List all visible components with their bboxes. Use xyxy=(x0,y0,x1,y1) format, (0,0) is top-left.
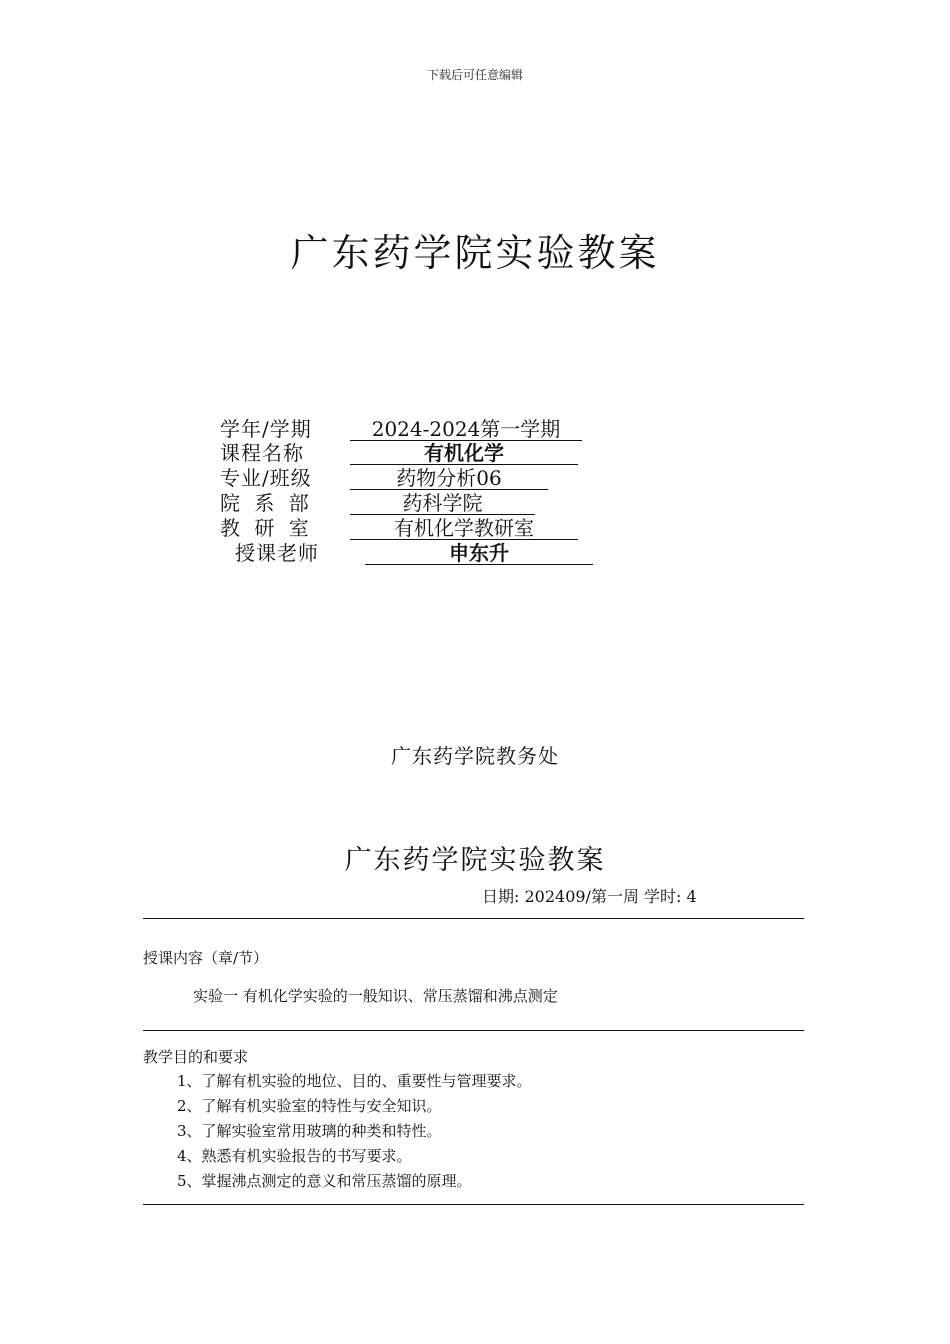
dept-value: 药科学院 xyxy=(350,491,535,515)
class-value: 药物分析06 xyxy=(350,466,548,490)
cover-title: 广东药学院实验教案 xyxy=(290,231,660,275)
objectives-heading: 教学目的和要求 xyxy=(143,1048,249,1066)
list-item: 1、了解有机实验的地位、目的、重要性与管理要求。 xyxy=(177,1072,532,1090)
divider xyxy=(143,918,804,919)
divider xyxy=(143,1030,804,1031)
list-item: 2、了解有机实验室的特性与安全知识。 xyxy=(177,1097,442,1115)
issuer: 广东药学院教务处 xyxy=(391,744,559,768)
list-item: 5、掌握沸点测定的意义和常压蒸馏的原理。 xyxy=(177,1172,472,1190)
date-line: 日期: 202409/第一周 学时: 4 xyxy=(482,887,697,906)
teacher-value: 申东升 xyxy=(365,541,593,565)
header-note: 下载后可任意编辑 xyxy=(426,68,523,82)
term-label: 学年/学期 xyxy=(220,417,312,441)
office-value: 有机化学教研室 xyxy=(350,516,578,540)
class-label: 专业/班级 xyxy=(220,466,312,490)
office-label: 教 研 室 xyxy=(220,516,313,540)
term-value: 2024-2024第一学期 xyxy=(350,417,582,441)
plan-title: 广东药学院实验教案 xyxy=(344,845,606,876)
course-value: 有机化学 xyxy=(350,441,578,465)
course-label: 课程名称 xyxy=(220,441,304,465)
teacher-label: 授课老师 xyxy=(235,541,319,565)
list-item: 4、熟悉有机实验报告的书写要求。 xyxy=(177,1147,412,1165)
content-heading: 授课内容（章/节） xyxy=(143,949,269,967)
divider xyxy=(143,1204,804,1205)
dept-label: 院 系 部 xyxy=(220,491,313,515)
objectives-list xyxy=(177,1069,532,1194)
list-item: 3、了解实验室常用玻璃的种类和特性。 xyxy=(177,1122,442,1140)
content-text: 实验一 有机化学实验的一般知识、常压蒸馏和沸点测定 xyxy=(193,987,558,1005)
